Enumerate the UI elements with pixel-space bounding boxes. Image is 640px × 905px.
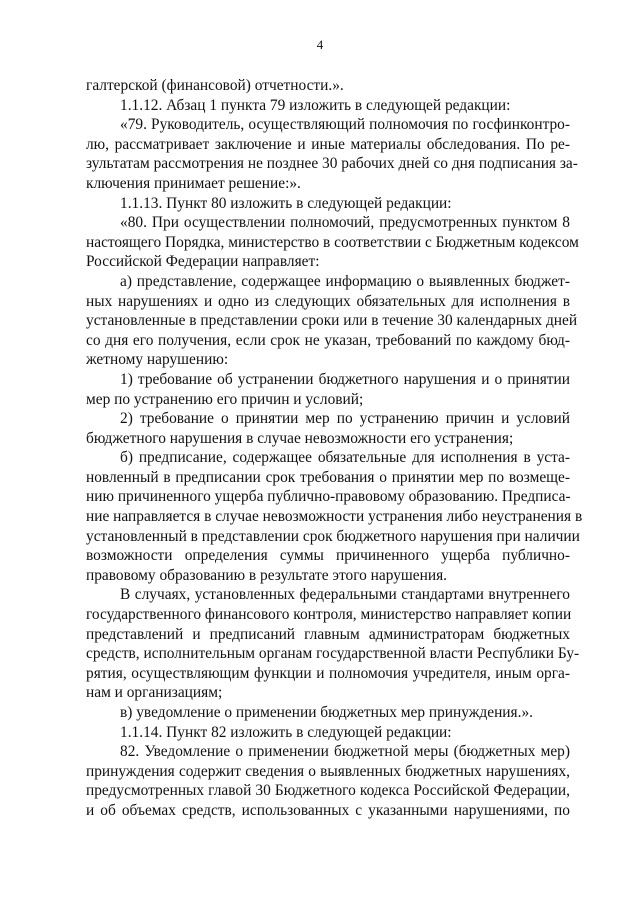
text-line: лю, рассматривает заключение и иные материалы обследования. По ре- <box>86 135 570 153</box>
text-line: в) уведомление о применении бюджетных мер принуждения.». <box>120 704 534 721</box>
text-line: б) предписание, содержащее обязательные для исполнения в уста- <box>120 449 570 467</box>
text-line: рятия, осуществляющим функции и полномочия учредителя, иным орга- <box>86 664 570 682</box>
text-line: ключения принимает решение:». <box>86 174 301 192</box>
text-line: бюджетного нарушения в случае невозможности его устранения; <box>86 429 514 447</box>
text-line: 2) требование о принятии мер по устранению причин и условий <box>120 410 570 428</box>
text-line: а) представление, содержащее информацию о выявленных бюджет- <box>120 272 570 290</box>
text-line: зультатам рассмотрения не позднее 30 рабочих дней со дня подписания за- <box>86 155 578 173</box>
text-line: нам и организациям; <box>86 684 223 702</box>
text-line: предусмотренных главой 30 Бюджетного кодекса Российской Федерации, <box>86 782 570 800</box>
text-line: жетному нарушению: <box>86 351 229 369</box>
text-line: установленный в представлении срок бюджетного нарушения при наличии <box>86 527 580 545</box>
text-line: установленные в представлении сроки или в течение 30 календарных дней <box>86 312 578 330</box>
document-body <box>86 76 583 821</box>
text-line: 1.1.13. Пункт 80 изложить в следующей редакции: <box>120 194 452 212</box>
text-line: ных нарушениях и одно из следующих обязательных для исполнения в <box>86 292 570 310</box>
text-line: со дня его получения, если срок не указан, требований по каждому бюд- <box>86 331 570 349</box>
page-number: 4 <box>316 37 324 52</box>
text-line: 1) требование об устранении бюджетного нарушения и о принятии <box>120 370 570 388</box>
text-line: и об объемах средств, использованных с указанными нарушениями, по <box>86 801 570 819</box>
text-line: новленный в предписании срок требования о принятии мер по возмеще- <box>86 468 570 486</box>
text-line: 82. Уведомление о применении бюджетной меры (бюджетных мер) <box>120 743 570 761</box>
text-line: принуждения содержит сведения о выявленных бюджетных нарушениях, <box>86 762 570 780</box>
text-line: «80. При осуществлении полномочий, предусмотренных пунктом 8 <box>120 214 570 232</box>
text-line: возможности определения суммы причиненного ущерба публично- <box>86 547 570 565</box>
text-line: 1.1.12. Абзац 1 пункта 79 изложить в следующей редакции: <box>120 96 511 114</box>
text-line: средств, исполнительным органам государственной власти Республики Бу- <box>86 645 580 663</box>
text-line: мер по устранению его причин и условий; <box>86 390 364 408</box>
text-line: государственного финансового контроля, министерство направляет копии <box>86 606 572 624</box>
text-line: «79. Руководитель, осуществляющий полномочия по госфинконтро- <box>120 116 570 134</box>
text-line: представлений и предписаний главным администраторам бюджетных <box>86 625 570 643</box>
text-line: Российской Федерации направляет: <box>86 253 320 271</box>
text-line: галтерской (финансовой) отчетности.». <box>86 77 344 94</box>
text-line: правовому образованию в результате этого нарушения. <box>86 566 448 584</box>
text-line: 1.1.14. Пункт 82 изложить в следующей редакции: <box>120 723 452 741</box>
text-line: настоящего Порядка, министерство в соответствии с Бюджетным кодексом <box>86 233 579 251</box>
text-line: нию причиненного ущерба публично-правовому образованию. Предписа- <box>86 488 571 506</box>
text-line: В случаях, установленных федеральными стандартами внутреннего <box>120 586 570 604</box>
text-line: ние направляется в случае невозможности устранения либо неустранения в <box>86 508 583 526</box>
